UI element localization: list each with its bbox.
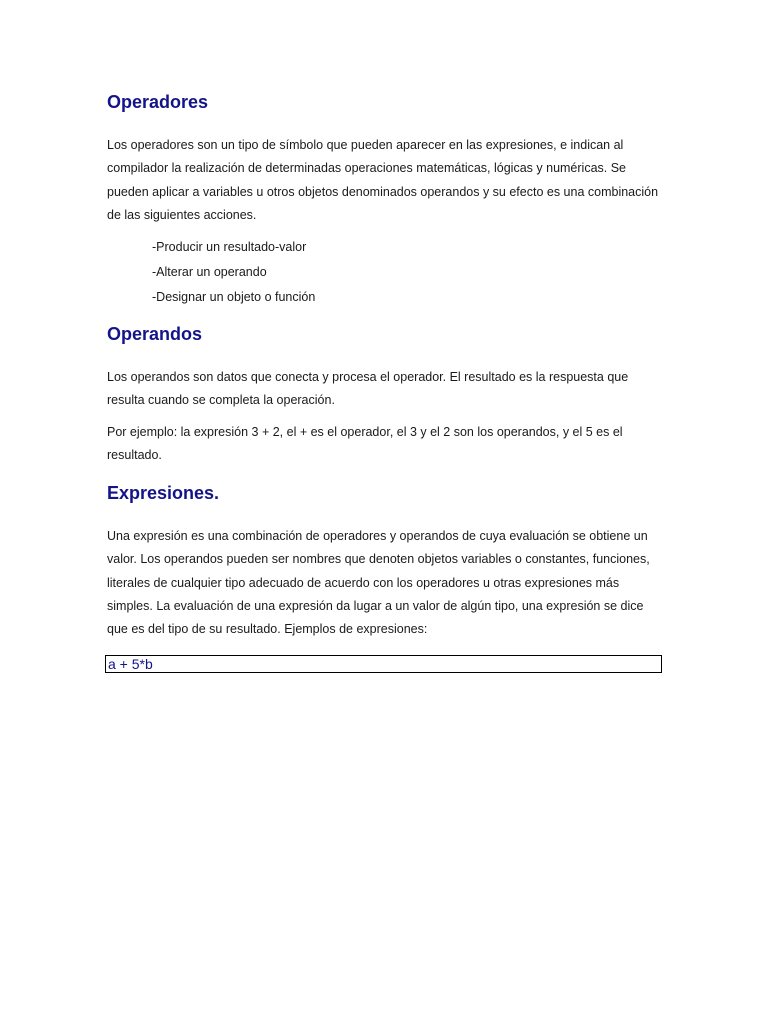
paragraph-expresiones-definition: Una expresión es una combinación de operadores y operandos de cuya evaluación se obtiene un valor. Los operandos pueden ser nombres que denoten objetos variables o constantes, funciones, literales de cualquier tipo adecuado de acuerdo con los operadores u otras expresiones más simples. La evaluación de una expresión da lugar a un valor de algún tipo, una expresión se dice que es del tipo de su resultado. Ejemplos de expresiones: (107, 529, 650, 637)
heading-operadores: Operadores (107, 92, 209, 112)
list-item: -Alterar un operando (152, 265, 267, 279)
heading-operandos: Operandos (107, 324, 203, 344)
list-item: -Designar un objeto o función (152, 290, 316, 304)
expression-example-box: a + 5*b (105, 655, 662, 673)
paragraph-operandos-definition: Los operandos son datos que conecta y procesa el operador. El resultado es la respuesta que resulta cuando se completa la operación. (107, 370, 629, 408)
paragraph-operandos-example: Por ejemplo: la expresión 3 + 2, el + es el operador, el 3 y el 2 son los operandos, y el 5 es el resultado. (107, 425, 623, 463)
heading-expresiones: Expresiones. (107, 483, 220, 503)
paragraph-operadores-intro: Los operadores son un tipo de símbolo que pueden aparecer en las expresiones, e indican al compilador la realización de determinadas operaciones matemáticas, lógicas y numéricas. Se pueden aplicar a variables u otros objetos denominados operandos y su efecto es una combinación de las siguientes acciones. (107, 138, 659, 222)
list-item: -Producir un resultado-valor (152, 240, 307, 254)
actions-list (107, 235, 315, 310)
